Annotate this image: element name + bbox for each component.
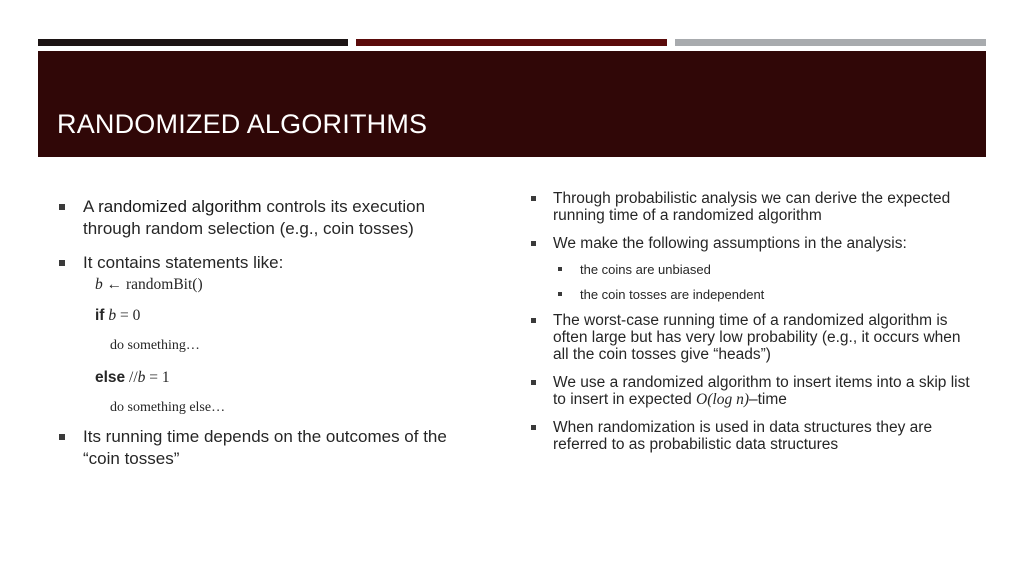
- bullet-text: controls its execution through random selection (e.g., coin tosses): [83, 197, 426, 238]
- code-comment: //: [125, 369, 138, 386]
- sub-bullet-unbiased: [528, 261, 973, 278]
- bullet-skip-list: [528, 374, 973, 408]
- bullet-text: It contains statements like:: [83, 253, 284, 272]
- bullet-statements: [56, 252, 476, 274]
- code-text: ← randomBit(): [102, 276, 203, 293]
- code-keyword: else: [95, 369, 126, 386]
- bullet-text: Its running time depends on the outcomes of the “coin tosses”: [83, 427, 447, 468]
- bullet-text: the coins are unbiased: [580, 262, 711, 277]
- bullet-square-icon: [59, 434, 65, 440]
- bullet-text: We make the following assumptions in the analysis:: [553, 235, 907, 252]
- bullet-text: –time: [748, 391, 787, 408]
- bullet-square-icon: [558, 267, 562, 271]
- right-column: [528, 190, 973, 453]
- accent-bar-dark: [38, 39, 348, 46]
- bullet-text: A: [83, 197, 99, 216]
- math-big-o: O(log n): [696, 391, 749, 408]
- code-text: = 1: [145, 369, 170, 386]
- bullet-text: The worst-case running time of a randomized algorithm is often large but has very low probability (e.g., it occurs when all the coin tosses give “heads”): [553, 312, 961, 363]
- bullet-assumptions: [528, 235, 973, 252]
- bullet-square-icon: [531, 318, 536, 323]
- bullet-probabilistic-analysis: [528, 190, 973, 224]
- bullet-square-icon: [531, 241, 536, 246]
- bullet-probabilistic-structures: [528, 419, 973, 453]
- bullet-square-icon: [531, 196, 536, 201]
- bullet-text: When randomization is used in data structures they are referred to as probabilistic data structures: [553, 419, 933, 453]
- accent-bar-gray: [675, 39, 986, 46]
- bullet-randomized-definition: [56, 196, 476, 240]
- bullet-square-icon: [531, 380, 536, 385]
- code-text: = 0: [116, 307, 141, 324]
- code-line-5: do something else…: [110, 400, 226, 415]
- bullet-text: We use a randomized algorithm to insert items into a skip list to insert in expected: [553, 374, 970, 408]
- code-line-3: do something…: [110, 338, 200, 353]
- code-var: b: [108, 307, 117, 324]
- bullet-square-icon: [59, 260, 65, 266]
- bullet-text: the coin tosses are independent: [580, 287, 765, 302]
- sub-bullet-independent: [528, 286, 973, 303]
- bullet-worst-case: [528, 312, 973, 363]
- bullet-text: Through probabilistic analysis we can derive the expected running time of a randomized algorithm: [553, 190, 951, 224]
- accent-bar-maroon: [356, 39, 667, 46]
- bullet-square-icon: [558, 292, 562, 296]
- slide-title: RANDOMIZED ALGORITHMS: [57, 109, 428, 139]
- code-var: b: [95, 276, 103, 293]
- bullet-square-icon: [59, 204, 65, 210]
- code-line-1: [95, 276, 203, 294]
- title-banner: [38, 51, 986, 157]
- code-var: b: [137, 369, 146, 386]
- code-line-2: [95, 307, 140, 325]
- pseudocode-block: [56, 274, 476, 422]
- code-line-4: [95, 369, 170, 387]
- bullet-square-icon: [531, 425, 536, 430]
- left-column: [56, 196, 476, 470]
- term-randomized-algorithm: randomized algorithm: [98, 197, 262, 216]
- bullet-running-time: [56, 426, 476, 470]
- code-keyword: if: [95, 307, 105, 324]
